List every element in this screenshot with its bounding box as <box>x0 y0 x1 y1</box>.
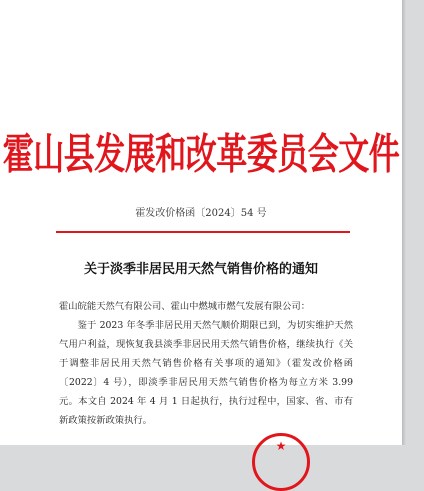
red-divider <box>56 231 350 233</box>
seal-star-icon: ★ <box>275 439 287 453</box>
salutation: 霍山皖能天然气有限公司、霍山中燃城市燃气发展有限公司： <box>59 301 311 312</box>
page-edge-shadow <box>402 0 406 445</box>
document-body <box>59 297 353 430</box>
body-paragraph: 鉴于 2023 年冬季非居民用天然气顺价期限已到，为切实维护天然气用户利益，现恢复我县淡季非居民用天然气销售价格，继续执行《关于调整非居民用天然气销售价格有关事项的通知》（霍发改价格函〔2022〕4 号），即淡季非居民用天然气销售价格为每立方米 3.99 元。本文自 2024 年 4 月 1 日起执行，执行过程中，国家、省、市有新政策按新政策执行。 <box>59 320 353 426</box>
document-number: 霍发改价格函〔2024〕54 号 <box>135 208 267 219</box>
official-seal <box>252 433 310 491</box>
document-title: 关于淡季非居民用天然气销售价格的通知 <box>83 262 318 277</box>
document-masthead: 霍山县发展和改革委员会文件 <box>2 130 400 180</box>
